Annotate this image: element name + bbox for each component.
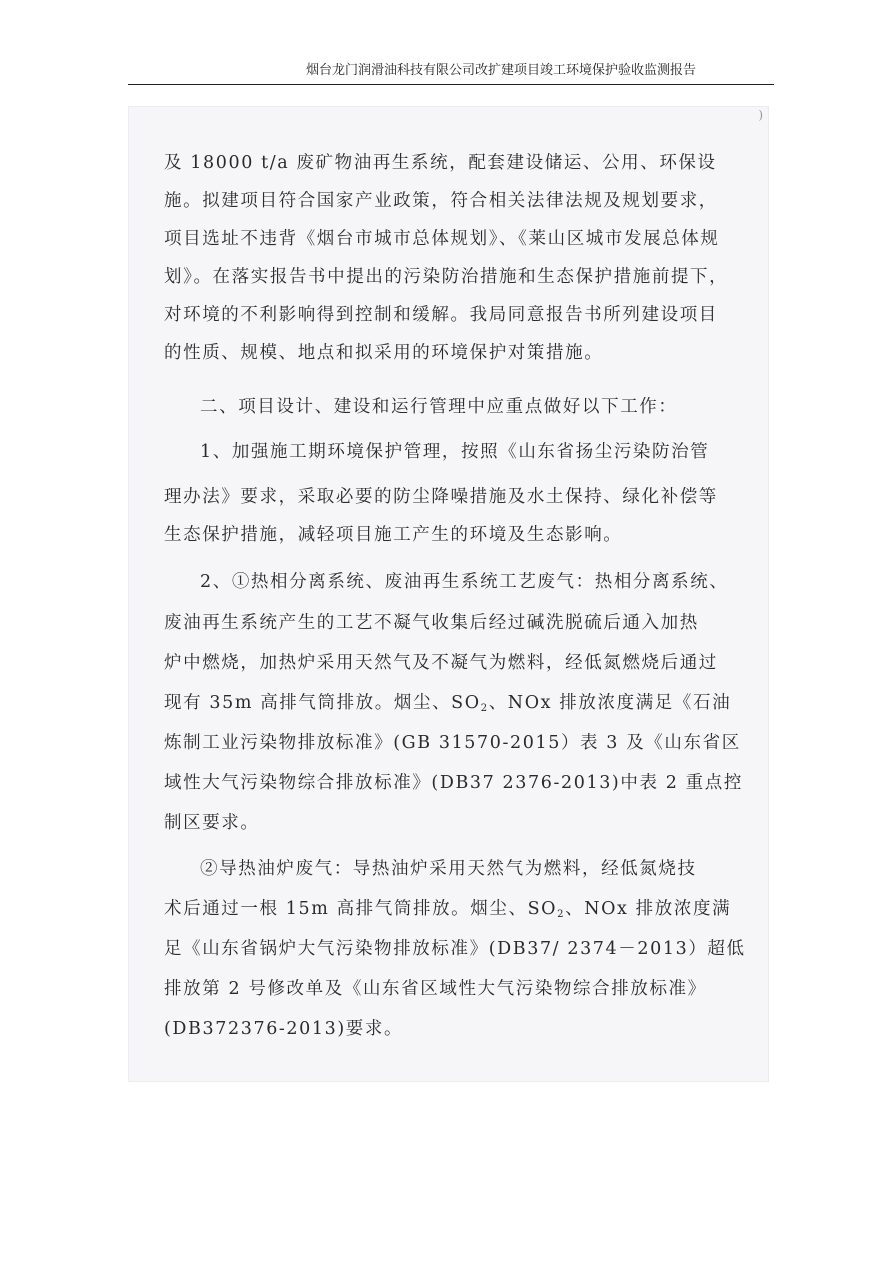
report-title: 烟台龙门润滑油科技有限公司改扩建项目竣工环境保护验收监测报告 <box>305 63 696 78</box>
body-line: 及 18000 t/a 废矿物油再生系统，配套建设储运、公用、环保设 <box>164 153 717 173</box>
body-line: 炼制工业污染物排放标准》(GB 31570-2015）表 3 及《山东省区 <box>164 733 741 753</box>
line-text: 术后通过一根 15m 高排气筒排放。烟尘、SO <box>164 899 558 919</box>
body-line: ②导热油炉废气：导热油炉采用天然气为燃料，经低氮烧技 <box>200 859 697 879</box>
body-line: 生态保护措施，减轻项目施工产生的环境及生态影响。 <box>164 525 623 545</box>
body-line: 制区要求。 <box>164 813 260 833</box>
body-line: 1、加强施工期环境保护管理，按照《山东省扬尘污染防治管 <box>200 442 710 462</box>
line-text: 现有 35m 高排气筒排放。烟尘、SO <box>164 693 481 713</box>
body-line: (DB372376-2013)要求。 <box>164 1019 404 1039</box>
body-line: 划》。在落实报告书中提出的污染防治措施和生态保护措施前提下， <box>164 267 729 287</box>
subscript-2: 2 <box>557 909 566 920</box>
body-line-with-subscript <box>164 897 742 924</box>
line-text: 、NOx 排放浓度满足《石油 <box>488 693 732 713</box>
body-line: 排放第 2 号修改单及《山东省区域性大气污染物综合排放标准》 <box>164 979 707 999</box>
body-line: 的性质、规模、地点和拟采用的环境保护对策措施。 <box>164 343 604 363</box>
body-line: 理办法》要求，采取必要的防尘降噪措施及水土保持、绿化补偿等 <box>164 487 718 507</box>
body-line-with-subscript <box>164 691 742 718</box>
body-line: 域性大气污染物综合排放标准》(DB37 2376-2013)中表 2 重点控 <box>164 773 743 793</box>
line-text: 、NOx 排放浓度满 <box>565 899 732 919</box>
body-line: 2、①热相分离系统、废油再生系统工艺废气：热相分离系统、 <box>200 572 729 592</box>
body-line: 对环境的不利影响得到控制和缓解。我局同意报告书所列建设项目 <box>164 305 718 325</box>
section-heading: 二、项目设计、建设和运行管理中应重点做好以下工作： <box>200 397 678 417</box>
page-header <box>128 62 774 85</box>
body-line: 废油再生系统产生的工艺不凝气收集后经过碱洗脱硫后通入加热 <box>164 613 699 633</box>
scan-corner-mark: ) <box>758 108 763 122</box>
scanned-document-page <box>128 106 769 1082</box>
body-line: 炉中燃烧，加热炉采用天然气及不凝气为燃料，经低氮燃烧后通过 <box>164 653 718 673</box>
subscript-2: 2 <box>480 703 489 714</box>
body-line: 施。拟建项目符合国家产业政策，符合相关法律法规及规划要求， <box>164 191 718 211</box>
body-line: 足《山东省锅炉大气污染物排放标准》(DB37/ 2374－2013）超低 <box>164 939 746 959</box>
body-line: 项目选址不违背《烟台市城市总体规划》、《莱山区城市发展总体规 <box>164 229 720 249</box>
